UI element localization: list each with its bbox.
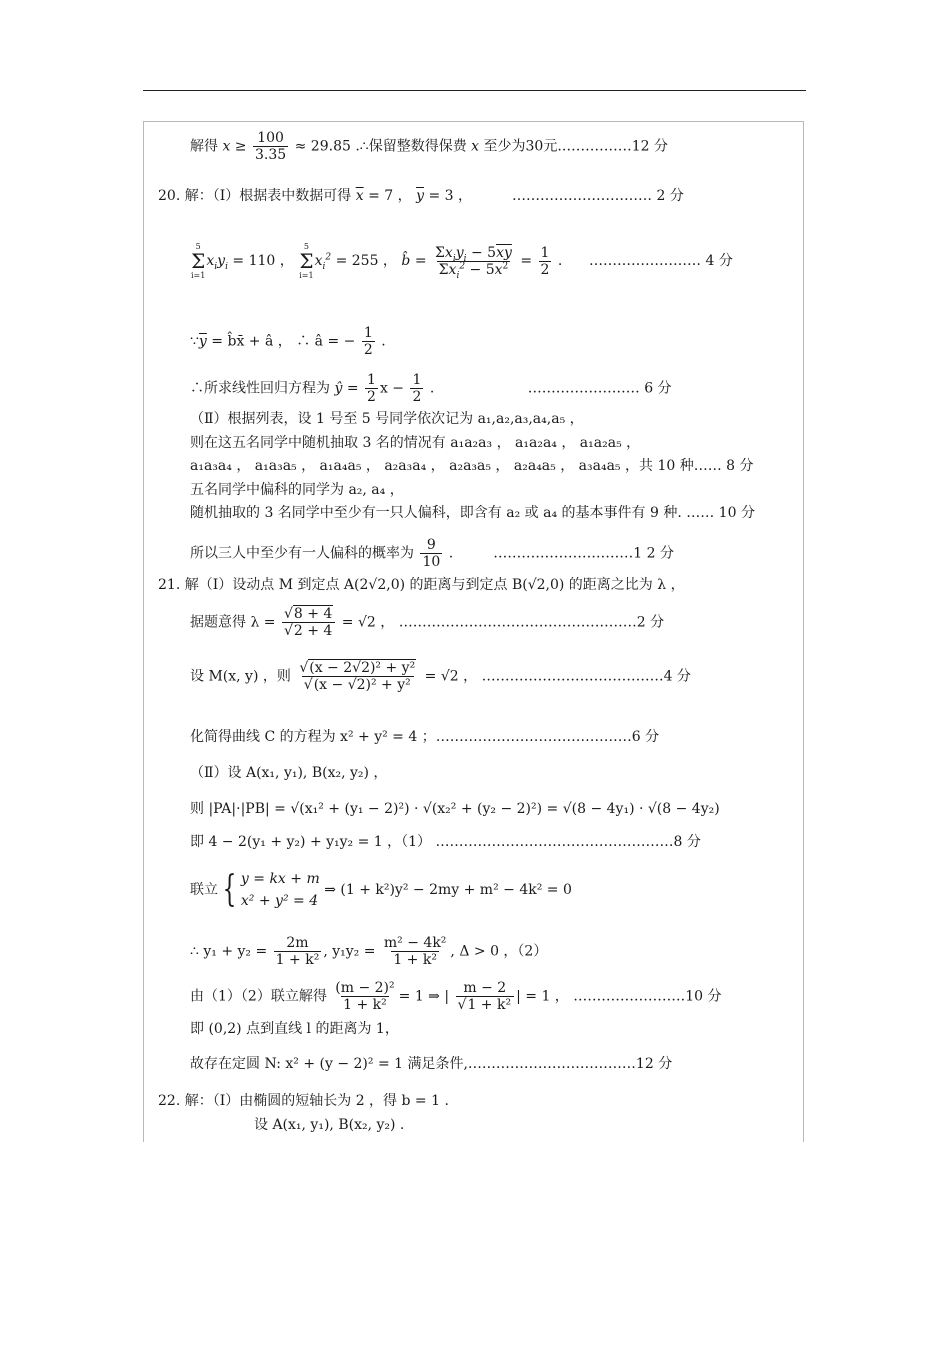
q20-part2-line3: a₁a₃a₄ ， a₁a₃a₅ ， a₁a₄a₅ ， a₂a₃a₄ ， a₂a₃a₅ ， a₂a₄a₅ ， a₃a₄a₅ ，共 10 种…… 8 分 [190,458,754,474]
q21-curve-c: 化简得曲线 C 的方程为 x² + y² = 4 ；……………………………………6 分 [190,729,660,745]
q20-part2-probability: 所以三人中至少有一人偏科的概率为 $\frac{9}{10}$ . …………………………1 2 分 [190,537,674,570]
q21-part2-setup: （Ⅱ）设 A(x₁, y₁), B(x₂, y₂) ， [190,765,388,781]
q20-part2-line1: （Ⅱ）根据列表，设 1 号至 5 号同学依次记为 a₁,a₂,a₃,a₄,a₅ ， [190,411,584,427]
q19-conclusion: 解得 x ≥ $\frac{100}{3.35}$ ≈ 29.85 .∴保留整数得保费 x 至少为30元.……………12 分 [190,130,669,163]
q21-distance: 即 (0,2) 点到直线 l 的距离为 1， [190,1021,399,1037]
q22-line2: 设 A(x₁, y₁), B(x₂, y₂) . [254,1117,405,1133]
q21-distance-ratio: 设 M(x, y) ，则 $\frac{\text{√(x − 2√2)² + y²}}{\text{√(x − √2)² + y²}}$ = √2 ， …………………………………4 分 [190,660,691,693]
q21-lambda: 据题意得 λ = $\frac{√8 + 4}{√2 + 4}$ = √2 ， ……………………………………………2 分 [190,606,665,639]
q21-part1-line1: 21. 解（Ⅰ）设动点 M 到定点 A(2√2,0) 的距离与到定点 B(√2,0) 的距离之比为 λ ， [158,577,685,593]
q20-part2-line5: 随机抽取的 3 名同学中至少有一只人偏科，即含有 a₂ 或 a₄ 的基本事件有 9 种. …… 10 分 [190,505,755,521]
q21-system: 联立 { y = kx + m x² + y² = 4 ⇒ (1 + k²)y² − 2my + m² − 4k² = 0 [190,869,572,910]
header-rule [143,90,806,91]
q21-conclusion: 故存在定圆 N: x² + (y − 2)² = 1 满足条件,………………………………12 分 [190,1056,673,1072]
q20-regression-eq: ∴所求线性回归方程为 ŷ = $\frac{1}{2}$ x − $\frac{1}{2}$ . …………………… 6 分 [190,372,672,405]
q20-sums-formula: 5 Σ i=1 $x_iy_i = 110$ ， 5 Σ i=1 $x_i^2 = 255$ ， b̂ = $\frac{\Sigma x_iy_i - 5\overline{xy}}{\Sigma x_i^2 - 5\overline{x}^2}$ = $\frac{1}{2}$ . …………………… 4 分 [191,242,733,281]
q20-part1-means: 20. 解：（Ⅰ）根据表中数据可得 $\overline{x} = 7$ ， $\overline{y} = 3$ ， ………………………… 2 分 [158,188,684,204]
q22-line1: 22. 解：（Ⅰ）由椭圆的短轴长为 2 ，得 b = 1 . [158,1093,449,1109]
q20-part2-line2: 则在这五名同学中随机抽取 3 名的情况有 a₁a₂a₃ ， a₁a₂a₄ ， a₁a₂a₅ ， [190,435,641,451]
q21-eq1: 即 4 − 2(y₁ + y₂) + y₁y₂ = 1 ，（1） ……………………………………………8 分 [190,834,701,850]
q20-intercept: $\because\overline{y}$ = b̂x̄ + â ， ∴ â = − $\frac{1}{2}$ . [190,325,386,358]
q20-part2-line4: 五名同学中偏科的同学为 a₂, a₄ ， [190,482,404,498]
q21-solve: 由（1）（2）联立解得 $\frac{\text{(m − 2)²}}{\text{1 + k²}}$ = 1 ⇒ | $\frac{m - 2}{\text{√1 + k²}}$ | = 1 ， ……………………10 分 [190,980,722,1013]
q21-product: 则 |PA|·|PB| = √(x₁² + (y₁ − 2)²) · √(x₂² + (y₂ − 2)²) = √(8 − 4y₁) · √(8 − 4y₂) [190,801,720,817]
q21-vieta: ∴ y₁ + y₂ = $\frac{2m}{\text{1 + k²}}$ , y₁y₂ = $\frac{\text{m² − 4k²}}{\text{1 + k²}}$ , Δ > 0 ，（2） [190,935,548,968]
